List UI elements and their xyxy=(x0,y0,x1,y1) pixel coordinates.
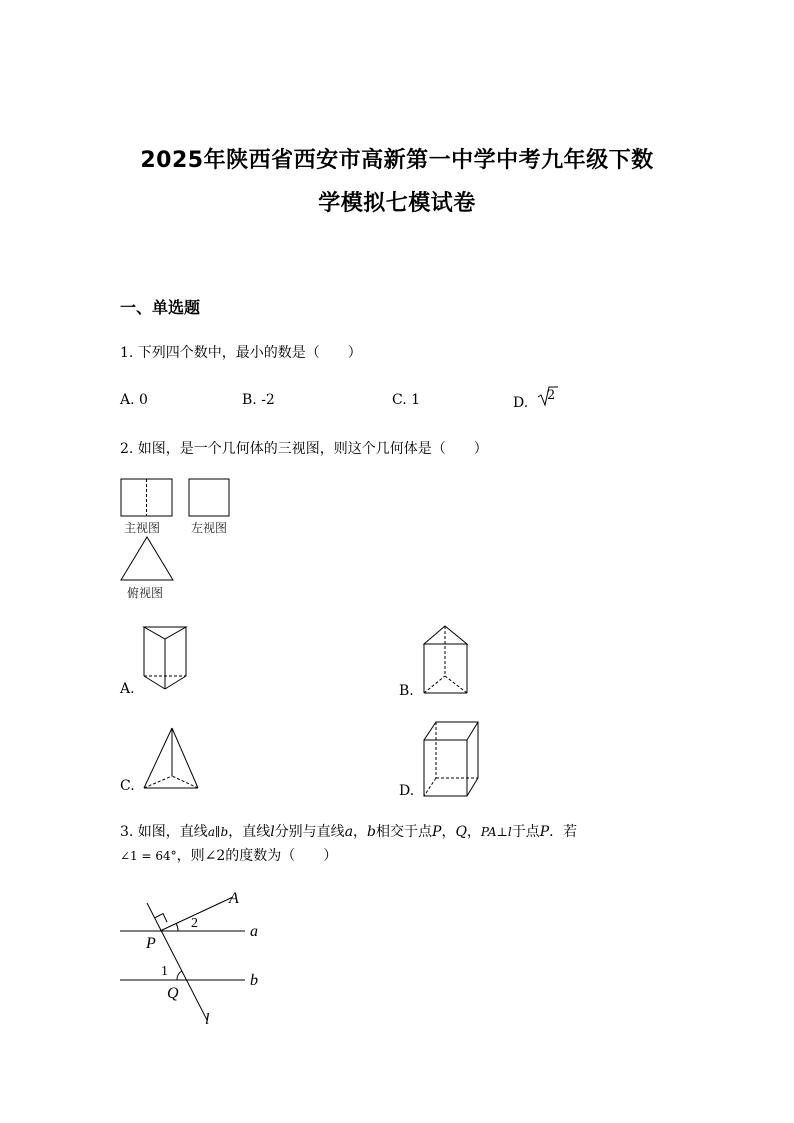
question-2-option-a-figure xyxy=(143,626,189,692)
label-line-l: l xyxy=(205,1011,210,1028)
q3-text: 于点 xyxy=(511,824,540,840)
label-point-Q: Q xyxy=(167,985,179,1002)
question-2-option-b-label: B. xyxy=(399,683,414,699)
page-title-line1: 2025年陕西省西安市高新第一中学中考九年级下数 xyxy=(140,148,654,173)
q3-math: Q xyxy=(455,824,467,840)
label-line-a: a xyxy=(250,923,258,940)
label-angle-1: 1 xyxy=(161,964,168,979)
question-1-option-d-radicand: 2 xyxy=(547,388,556,403)
question-2-option-c-label: C. xyxy=(120,778,135,794)
top-view-label: 俯视图 xyxy=(127,586,164,600)
q3-math: ∠1 = 64° xyxy=(120,849,177,863)
q3-math: a∥b xyxy=(207,825,229,839)
q3-text: 相交于点 xyxy=(376,824,433,840)
question-3-line2 xyxy=(120,845,337,865)
q3-text: 3. 如图，直线 xyxy=(120,824,208,840)
question-2-option-b-figure xyxy=(422,624,470,696)
q3-math: PA⊥l xyxy=(480,825,512,839)
q3-math: a xyxy=(344,824,354,840)
left-view-label: 左视图 xyxy=(191,521,228,535)
question-2-option-d-label: D. xyxy=(399,783,415,799)
label-point-A: A xyxy=(229,890,239,907)
question-3-line1 xyxy=(120,821,577,841)
label-angle-2: 2 xyxy=(191,916,198,931)
question-2-stem: 2. 如图，是一个几何体的三视图，则这个几何体是（ ） xyxy=(120,441,488,457)
question-1-option-a: A. 0 xyxy=(120,392,148,408)
q3-text: 分别与直线 xyxy=(274,824,345,840)
q3-text: ，则∠2的度数为（ ） xyxy=(176,848,338,864)
front-view-label: 主视图 xyxy=(124,521,161,535)
q3-math: P xyxy=(539,824,550,840)
top-view-figure xyxy=(120,535,176,583)
question-1-option-b: B. -2 xyxy=(242,392,275,408)
question-2-option-c-figure xyxy=(142,726,202,792)
q3-math: P xyxy=(432,824,442,840)
q3-text: ，直线 xyxy=(228,824,271,840)
front-view-figure xyxy=(120,478,240,518)
q3-text: ， xyxy=(353,824,368,840)
q3-math: l xyxy=(270,824,275,840)
q3-text: ， xyxy=(441,824,456,840)
page-title-line2: 学模拟七模试卷 xyxy=(318,191,476,216)
question-1-option-c: C. 1 xyxy=(392,392,421,408)
question-1-option-d-label: D. xyxy=(513,395,529,411)
q3-text: ．若 xyxy=(549,824,578,840)
q3-math: b xyxy=(367,824,377,840)
question-1-stem: 1. 下列四个数中，最小的数是（ ） xyxy=(120,345,362,361)
label-line-b: b xyxy=(250,972,258,989)
question-3-figure xyxy=(115,885,275,1030)
label-point-P: P xyxy=(146,935,156,952)
q3-text: ， xyxy=(466,824,481,840)
section-heading: 一、单选题 xyxy=(120,298,201,317)
question-2-option-a-label: A. xyxy=(120,681,135,697)
question-2-option-d-figure xyxy=(422,720,482,800)
